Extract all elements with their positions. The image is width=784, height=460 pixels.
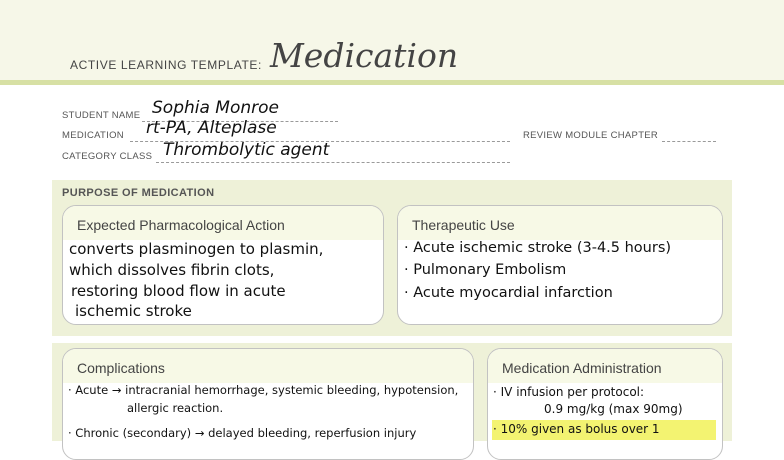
therapeutic-use-line-2[interactable]: · Pulmonary Embolism — [404, 262, 567, 278]
template-title: Medication — [270, 36, 459, 75]
expected-action-title: Expected Pharmacological Action — [77, 217, 285, 233]
category-class-line — [156, 162, 510, 163]
therapeutic-use-line-3[interactable]: · Acute myocardial infarction — [404, 285, 613, 301]
complications-line-1[interactable]: · Acute → intracranial hemorrhage, systemic bleeding, hypotension, — [68, 383, 459, 397]
review-module-label: REVIEW MODULE CHAPTER — [523, 130, 659, 141]
expected-action-line-4[interactable]: ischemic stroke — [75, 302, 192, 320]
expected-action-card — [62, 205, 384, 325]
expected-action-line-3[interactable]: restoring blood flow in acute — [71, 282, 286, 300]
category-class-value[interactable]: Thrombolytic agent — [163, 140, 330, 160]
medication-label: MEDICATION — [62, 130, 124, 141]
complications-line-2[interactable]: allergic reaction. — [127, 401, 224, 415]
expected-action-line-1[interactable]: converts plasminogen to plasmin, — [69, 240, 324, 258]
therapeutic-use-title: Therapeutic Use — [412, 217, 515, 233]
medication-administration-title: Medication Administration — [502, 360, 662, 376]
complications-line-3[interactable]: · Chronic (secondary) → delayed bleeding, reperfusion injury — [68, 426, 417, 440]
expected-action-line-2[interactable]: which dissolves fibrin clots, — [69, 261, 275, 279]
purpose-heading: PURPOSE OF MEDICATION — [62, 187, 215, 199]
complications-title: Complications — [77, 360, 165, 376]
administration-line-1[interactable]: · IV infusion per protocol: — [493, 385, 645, 399]
student-name-value[interactable]: Sophia Monroe — [152, 98, 279, 118]
administration-line-3[interactable]: · 10% given as bolus over 1 — [493, 422, 660, 436]
review-module-line[interactable] — [662, 141, 716, 142]
template-prefix: ACTIVE LEARNING TEMPLATE: — [70, 58, 262, 72]
administration-line-2[interactable]: 0.9 mg/kg (max 90mg) — [544, 402, 683, 416]
medication-administration-card — [487, 348, 723, 460]
category-class-label: CATEGORY CLASS — [62, 151, 153, 162]
header-accent-rule — [0, 80, 784, 85]
therapeutic-use-card — [397, 205, 723, 325]
student-name-label: STUDENT NAME — [62, 110, 141, 121]
medication-value[interactable]: rt-PA, Alteplase — [146, 118, 277, 138]
therapeutic-use-line-1[interactable]: · Acute ischemic stroke (3-4.5 hours) — [404, 240, 672, 256]
complications-card — [62, 348, 474, 460]
